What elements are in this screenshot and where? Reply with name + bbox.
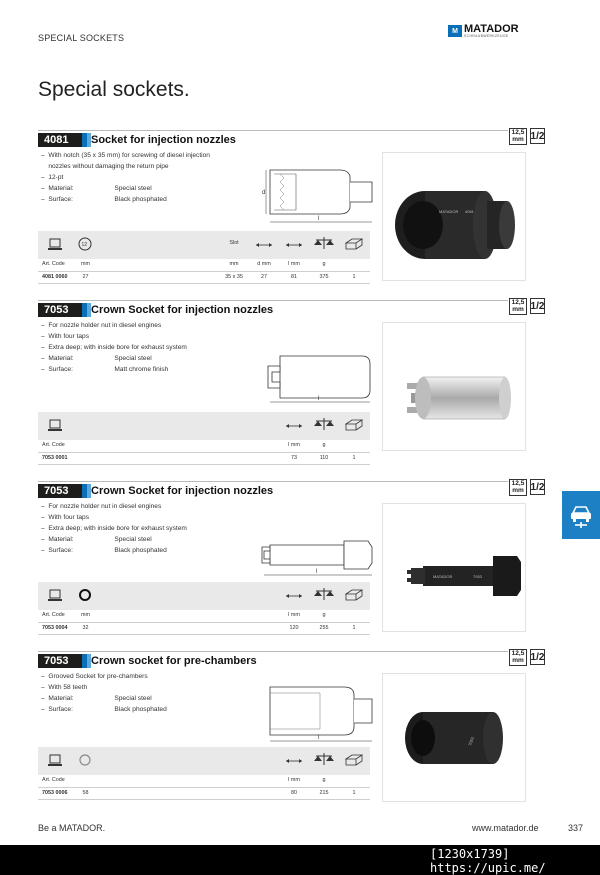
- section-7053-c: [38, 651, 570, 806]
- drive-inch-icon: 1/2: [530, 649, 545, 665]
- table-icon-row: [38, 747, 370, 775]
- page-number: 337: [568, 823, 584, 833]
- section-4081: [38, 130, 570, 285]
- feature-item: – Material: Special steel: [41, 185, 152, 192]
- technical-drawing: [260, 683, 375, 745]
- feature-item: – Extra deep; with inside bore for exhaust system: [41, 525, 187, 532]
- length-label: l: [318, 216, 320, 222]
- drive-inch-icon: 1/2: [530, 298, 545, 314]
- product-photo: [382, 152, 526, 281]
- spec-table: [38, 747, 370, 800]
- table-header: Art. Code l mm g: [38, 440, 370, 453]
- product-icon: [48, 418, 62, 432]
- feature-item: – Grooved Socket for pre-chambers: [41, 673, 148, 680]
- feature-item: – Surface: Black phosphated: [41, 196, 167, 203]
- table-row: 4081 0060 27 35 x 35 27 81 375 1: [38, 272, 370, 284]
- code-badge: 7053: [38, 654, 91, 668]
- technical-drawing: [266, 352, 376, 408]
- brand-logo: [448, 24, 519, 38]
- feature-item: – Surface: Black phosphated: [41, 706, 167, 713]
- dimension-icon: [256, 242, 272, 248]
- product-photo: [382, 673, 526, 802]
- feature-item: – With four taps: [41, 333, 90, 340]
- drive-size-icons: [509, 479, 545, 496]
- drive-mm-icon: 12,5 mm: [509, 298, 527, 315]
- photo-code: 4081: [465, 209, 474, 214]
- slot-header: Slot: [229, 240, 239, 246]
- section-title: Socket for injection nozzles: [91, 134, 236, 146]
- footer-slogan: Be a MATADOR.: [38, 823, 106, 833]
- length-icon: [286, 758, 302, 764]
- length-label: l: [316, 569, 318, 575]
- logo-subtext: SCHRAUBWERKZEUGE: [464, 34, 509, 38]
- section-7053-a: [38, 300, 570, 465]
- drive-inch-icon: 1/2: [530, 128, 545, 144]
- photo-brand: MATADOR: [433, 574, 453, 579]
- feature-list: [41, 150, 210, 205]
- package-icon: [344, 237, 364, 251]
- code-badge: 7053: [38, 484, 91, 498]
- car-service-icon: [567, 501, 595, 529]
- 12pt-icon: [78, 237, 92, 251]
- weight-scale-icon: [314, 417, 334, 431]
- spec-table: [38, 412, 370, 465]
- drive-mm-icon: 12,5 mm: [509, 479, 527, 496]
- footer-url[interactable]: www.matador.de: [472, 823, 539, 833]
- drive-inch-icon: 1/2: [530, 479, 545, 495]
- feature-item: – For nozzle holder nut in diesel engines: [41, 322, 162, 329]
- photo-brand: MATADOR: [439, 209, 459, 214]
- grooved-ring-icon: [78, 753, 92, 767]
- code-badge: 4081: [38, 133, 91, 147]
- feature-item: – With 58 teeth: [41, 684, 88, 691]
- section-7053-b: [38, 481, 570, 641]
- feature-item: – With four taps: [41, 514, 90, 521]
- watermark: [1230x1739] https://upic.me/: [430, 847, 546, 875]
- spec-table: [38, 582, 370, 635]
- photo-code: 7053: [467, 736, 475, 747]
- feature-item: – 12-pt: [41, 174, 64, 181]
- length-icon: [286, 242, 302, 248]
- weight-scale-icon: [314, 587, 334, 601]
- section-title: Crown Socket for injection nozzles: [91, 304, 274, 316]
- feature-item: – Extra deep; with inside bore for exhaust system: [41, 344, 187, 351]
- length-label: l: [318, 396, 320, 402]
- feature-list: [41, 671, 167, 715]
- product-icon: [48, 588, 62, 602]
- feature-item: – Surface: Matt chrome finish: [41, 366, 169, 373]
- category-tab[interactable]: [562, 491, 600, 539]
- length-label: l: [318, 735, 320, 741]
- feature-item: – Surface: Black phosphated: [41, 547, 167, 554]
- section-title: Crown Socket for injection nozzles: [91, 485, 274, 497]
- drive-size-icons: [509, 128, 545, 145]
- length-icon: [286, 593, 302, 599]
- table-header: Art. Code mm l mm g: [38, 610, 370, 623]
- ring-icon: [78, 588, 92, 602]
- package-icon: [344, 418, 364, 432]
- feature-item: – Material: Special steel: [41, 355, 152, 362]
- feature-list: [41, 501, 187, 556]
- product-icon: [48, 237, 62, 251]
- category-label: SPECIAL SOCKETS: [38, 33, 125, 43]
- photo-code: 7053: [473, 574, 482, 579]
- drive-mm-icon: 12,5 mm: [509, 128, 527, 145]
- table-icon-row: [38, 231, 370, 259]
- code-badge: 7053: [38, 303, 91, 317]
- feature-item: – Material: Special steel: [41, 536, 152, 543]
- technical-drawing: [260, 537, 375, 583]
- package-icon: [344, 588, 364, 602]
- section-title: Crown socket for pre-chambers: [91, 655, 257, 667]
- table-row: 7053 0006 58 80 215 1: [38, 788, 370, 800]
- table-header: Art. Code mm mm d mm l mm g: [38, 259, 370, 272]
- feature-list: [41, 320, 187, 375]
- product-icon: [48, 753, 62, 767]
- svg-text:12: 12: [81, 242, 88, 248]
- table-header: Art. Code l mm g: [38, 775, 370, 788]
- section-header: [38, 300, 508, 316]
- spec-table: [38, 231, 370, 284]
- drive-mm-icon: 12,5 mm: [509, 649, 527, 666]
- technical-drawing: [260, 168, 375, 228]
- logo-text: MATADOR: [464, 23, 519, 35]
- drive-size-icons: [509, 298, 545, 315]
- drive-size-icons: [509, 649, 545, 666]
- page-title: Special sockets.: [38, 78, 190, 101]
- diameter-label: d: [262, 190, 266, 196]
- feature-item: – Material: Special steel: [41, 695, 152, 702]
- feature-item: – For nozzle holder nut in diesel engines: [41, 503, 162, 510]
- table-row: 7053 0004 32 120 255 1: [38, 623, 370, 635]
- table-icon-row: [38, 582, 370, 610]
- product-photo: [382, 503, 526, 632]
- section-header: [38, 130, 508, 146]
- product-photo: [382, 322, 526, 451]
- package-icon: [344, 753, 364, 767]
- logo-mark: M: [448, 25, 462, 37]
- table-row: 7053 0001 73 110 1: [38, 453, 370, 465]
- section-header: [38, 651, 508, 667]
- length-icon: [286, 423, 302, 429]
- feature-item: – With notch (35 x 35 mm) for screwing of diesel injection: [41, 152, 210, 159]
- section-header: [38, 481, 508, 497]
- weight-scale-icon: [314, 752, 334, 766]
- feature-item: nozzles without damaging the return pipe: [48, 163, 169, 170]
- weight-scale-icon: [314, 236, 334, 250]
- table-icon-row: [38, 412, 370, 440]
